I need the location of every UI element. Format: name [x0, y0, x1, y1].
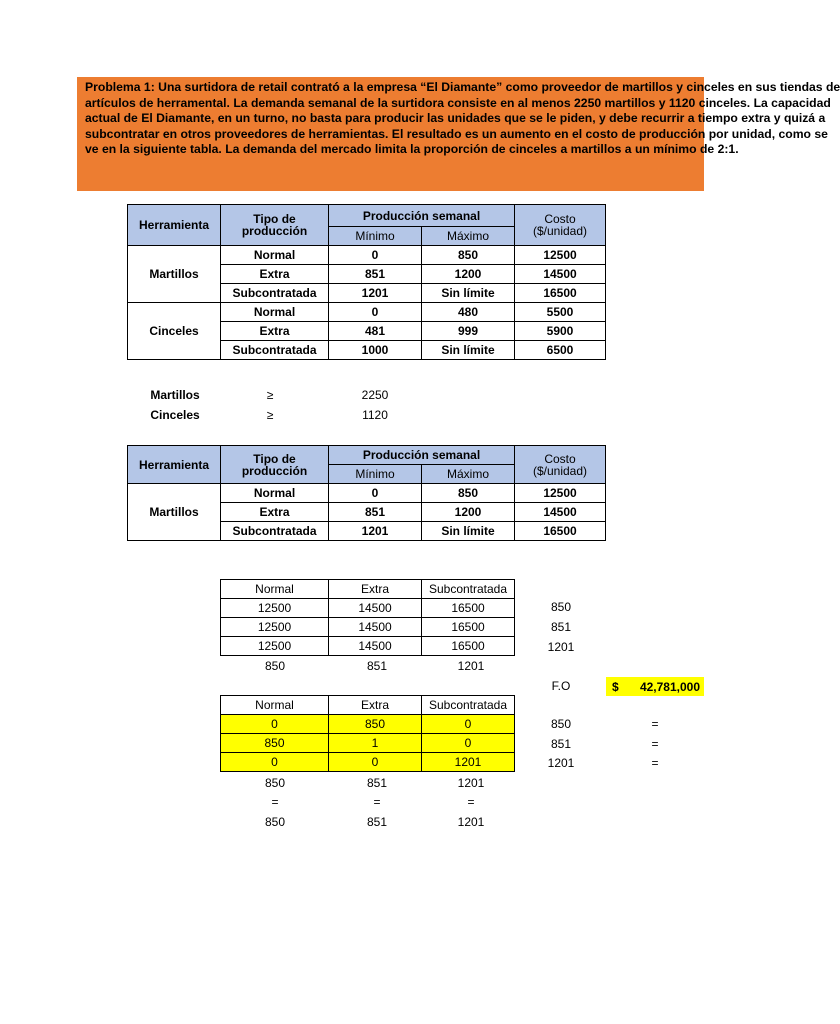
max-cell: 850	[422, 484, 515, 503]
decision-header: Subcontratada	[422, 696, 515, 715]
decision-cell[interactable]: 0	[422, 734, 515, 753]
row-equals: =	[651, 737, 659, 751]
cost-cell: 14500	[515, 265, 606, 284]
min-cell: 0	[329, 303, 422, 322]
limit-value: 1201	[547, 640, 575, 654]
problem-statement	[77, 77, 840, 191]
demand-label: Cinceles	[150, 408, 200, 422]
max-cell: 1200	[422, 265, 515, 284]
matrix-cell: 14500	[329, 599, 422, 618]
row-sum: 850	[550, 717, 572, 731]
min-cell: 0	[329, 246, 422, 265]
problem-line: ve en la siguiente tabla. La demanda del mercado limita la proporción de cinceles a martillos a un mínimo de 2:1.	[85, 142, 739, 156]
demand-label: Martillos	[150, 388, 200, 402]
demand-operator: ≥	[266, 388, 274, 402]
max-cell: 1200	[422, 503, 515, 522]
row-sum: 851	[550, 737, 572, 751]
col-sum: 851	[366, 775, 388, 790]
matrix-cell: 14500	[329, 637, 422, 656]
cost-cell: 14500	[515, 503, 606, 522]
min-cell: 1201	[329, 284, 422, 303]
decision-header: Normal	[221, 696, 329, 715]
max-cell: Sin límite	[422, 341, 515, 360]
matrix-header: Normal	[221, 580, 329, 599]
col-rhs: 850	[264, 814, 286, 829]
header-tool: Herramienta	[128, 205, 221, 246]
row-sum: 1201	[547, 756, 575, 770]
decision-cell[interactable]: 1201	[422, 753, 515, 772]
problem-line: artículos de herramental. La demanda semanal de la surtidora consiste en al menos 2250 martillos y 1120 cinceles. La capacidad	[85, 95, 831, 110]
min-cell: 1201	[329, 522, 422, 541]
col-equals: =	[373, 795, 381, 809]
matrix-cell: 12500	[221, 637, 329, 656]
type-cell: Subcontratada	[221, 522, 329, 541]
cost-cell: 6500	[515, 341, 606, 360]
header-max: Máximo	[422, 465, 515, 484]
type-cell: Subcontratada	[221, 341, 329, 360]
objective-label: F.O	[551, 679, 571, 693]
total-cell: 850	[264, 658, 286, 673]
demand-value: 1120	[362, 408, 388, 422]
max-cell: 999	[422, 322, 515, 341]
max-cell: 850	[422, 246, 515, 265]
tool-cell: Cinceles	[128, 303, 221, 360]
problem-line: subcontratar en otros proveedores de herramientas. El resultado es un aumento en el costo de producción por unidad, como se	[85, 126, 828, 141]
decision-column-constraints	[220, 773, 518, 831]
objective-value-box	[606, 677, 704, 696]
type-cell: Extra	[221, 265, 329, 284]
min-cell: 0	[329, 484, 422, 503]
matrix-cell: 12500	[221, 599, 329, 618]
cost-cell: 16500	[515, 284, 606, 303]
row-equals: =	[651, 717, 659, 731]
matrix-cell: 16500	[422, 618, 515, 637]
decision-cell[interactable]: 1	[329, 734, 422, 753]
demand-operator: ≥	[266, 408, 274, 422]
header-min: Mínimo	[329, 227, 422, 246]
max-cell: Sin límite	[422, 522, 515, 541]
cost-matrix-totals	[220, 656, 518, 675]
matrix-header: Subcontratada	[422, 580, 515, 599]
type-cell: Normal	[221, 246, 329, 265]
decision-cell[interactable]: 0	[221, 715, 329, 734]
col-equals: =	[271, 795, 279, 809]
col-sum: 850	[264, 775, 286, 790]
max-cell: Sin límite	[422, 284, 515, 303]
header-type: Tipo de producción	[221, 446, 329, 484]
col-rhs: 1201	[457, 814, 485, 829]
type-cell: Extra	[221, 503, 329, 522]
header-cost: Costo ($/unidad)	[515, 446, 606, 484]
cost-cell: 16500	[515, 522, 606, 541]
matrix-cell: 12500	[221, 618, 329, 637]
header-max: Máximo	[422, 227, 515, 246]
header-tool: Herramienta	[128, 446, 221, 484]
decision-cell[interactable]: 0	[221, 753, 329, 772]
decision-matrix	[220, 695, 515, 772]
min-cell: 481	[329, 322, 422, 341]
currency-symbol: $	[612, 679, 619, 694]
production-table	[127, 204, 606, 360]
type-cell: Subcontratada	[221, 284, 329, 303]
tool-cell: Martillos	[128, 246, 221, 303]
decision-header: Extra	[329, 696, 422, 715]
decision-cell[interactable]: 850	[329, 715, 422, 734]
matrix-cell: 16500	[422, 637, 515, 656]
objective-value: 42,781,000	[639, 679, 700, 694]
cost-cell: 12500	[515, 484, 606, 503]
matrix-cell: 16500	[422, 599, 515, 618]
col-sum: 1201	[457, 775, 485, 790]
problem-line: Problema 1: Una surtidora de retail contrató a la empresa “El Diamante” como proveedor de martillos y cinceles en sus tiendas de	[85, 80, 840, 94]
matrix-cell: 14500	[329, 618, 422, 637]
decision-cell[interactable]: 0	[329, 753, 422, 772]
decision-cell[interactable]: 850	[221, 734, 329, 753]
cost-matrix	[220, 579, 515, 656]
type-cell: Normal	[221, 484, 329, 503]
col-rhs: 851	[366, 814, 388, 829]
max-cell: 480	[422, 303, 515, 322]
decision-cell[interactable]: 0	[422, 715, 515, 734]
header-min: Mínimo	[329, 465, 422, 484]
tool-cell: Martillos	[128, 484, 221, 541]
min-cell: 851	[329, 265, 422, 284]
total-cell: 1201	[457, 658, 485, 673]
cost-cell: 5500	[515, 303, 606, 322]
total-cell: 851	[366, 658, 388, 673]
header-weekly: Producción semanal	[329, 446, 515, 465]
cost-cell: 12500	[515, 246, 606, 265]
cost-cell: 5900	[515, 322, 606, 341]
type-cell: Extra	[221, 322, 329, 341]
min-cell: 1000	[329, 341, 422, 360]
limit-value: 851	[550, 620, 572, 634]
row-equals: =	[651, 756, 659, 770]
type-cell: Normal	[221, 303, 329, 322]
demand-value: 2250	[361, 388, 389, 402]
matrix-header: Extra	[329, 580, 422, 599]
min-cell: 851	[329, 503, 422, 522]
header-type: Tipo de producción	[221, 205, 329, 246]
col-equals: =	[467, 795, 475, 809]
hammer-table	[127, 445, 606, 541]
header-cost: Costo ($/unidad)	[515, 205, 606, 246]
limit-value: 850	[550, 600, 572, 614]
header-weekly: Producción semanal	[329, 205, 515, 227]
problem-line: actual de El Diamante, en un turno, no basta para producir las unidades que se le piden, y debe recurrir a tiempo extra y quizá a	[85, 111, 826, 125]
